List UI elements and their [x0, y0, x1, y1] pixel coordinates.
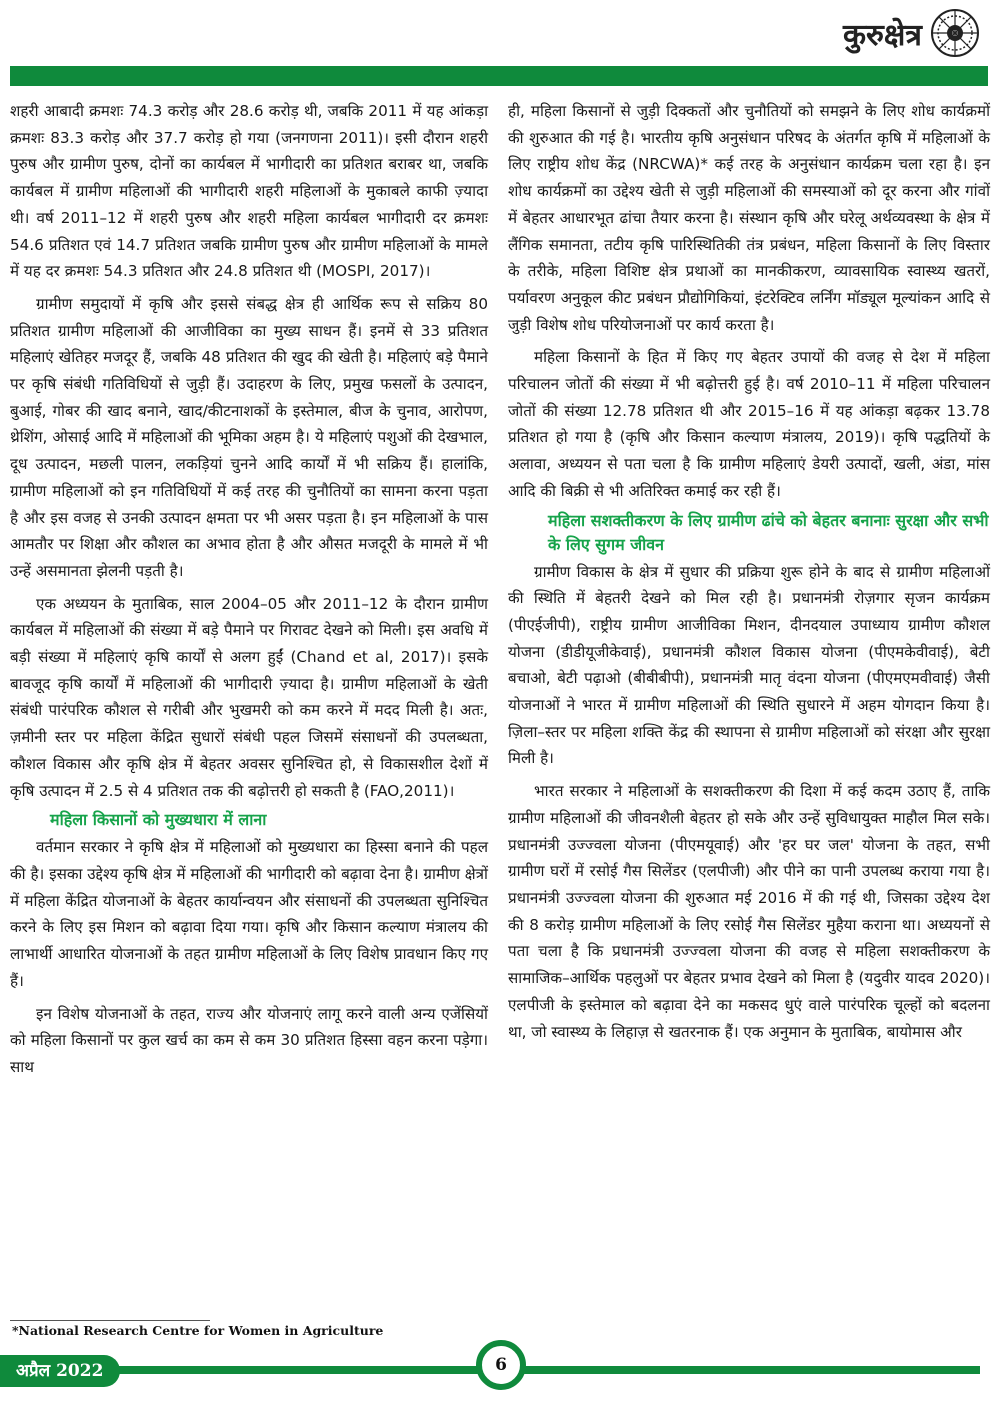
footnote-divider: [10, 1320, 210, 1321]
masthead: [843, 8, 980, 58]
paragraph: एक अध्ययन के मुताबिक, साल 2004–05 और 2011–12 के दौरान ग्रामीण कार्यबल में महिलाओं की संख्या में बड़े पैमाने पर गिरावट देखने को मिली। इस अवधि में बड़ी संख्या में महिलाएं कृषि कार्यों से अलग हुईं (Chand et al, 2017)। इसके बावजूद कृषि कार्यों में महिलाओं की भागीदारी ज़्यादा है। ग्रामीण महिलाओं के खेती संबंधी पारंपरिक कौशल से गरीबी और भुखमरी को कम करने में मदद मिली है। अतः, ज़मीनी स्तर पर महिला केंद्रित सुधारों संबंधी पहल जिसमें संसाधनों की उपलब्धता, कौशल विकास और कृषि क्षेत्र में बेहतर अवसर सुनिश्चित हो, से विकासशील देशों में कृषि उत्पादन में 2.5 से 4 प्रतिशत तक की बढ़ोत्तरी हो सकती है (FAO,2011)।: [10, 594, 488, 800]
paragraph: ही, महिला किसानों से जुड़ी दिक्कतों और चुनौतियों को समझने के लिए शोध कार्यक्रमों की शुरुआत की गई है। भारतीय कृषि अनुसंधान परिषद के अंतर्गत कृषि में महिलाओं के लिए राष्ट्रीय शोध केंद्र (NRCWA)* कई तरह के अनुसंधान कार्यक्रम चला रहा है। इन शोध कार्यक्रमों का उद्देश्य खेती से जुड़ी महिलाओं की समस्याओं को दूर करना और गांवों में बेहतर आधारभूत ढांचा तैयार करना है। संस्थान कृषि और घरेलू अर्थव्यवस्था के क्षेत्र में लैंगिक समानता, तटीय कृषि पारिस्थितिकी तंत्र प्रबंधन, महिला किसानों के लिए विस्तार के तरीके, महिला विशिष्ट क्षेत्र प्रथाओं का मानकीकरण, व्यावसायिक स्वास्थ्य खतरों, पर्यावरण अनुकूल कीट प्रबंधन प्रौद्योगिकियां, इंटरेक्टिव लर्निंग मॉड्यूल मूल्यांकन आदि से जुड़ी विशेष शोध परियोजनाओं पर कार्य करता है।: [508, 102, 990, 334]
magazine-title: कुरुक्षेत्र: [842, 17, 922, 53]
issue-date: अप्रैल 2022: [0, 1355, 120, 1387]
footer-green-line: [118, 1366, 980, 1374]
paragraph: शहरी आबादी क्रमशः 74.3 करोड़ और 28.6 करोड़ थी, जबकि 2011 में यह आंकड़ा क्रमशः 83.3 करोड़ और 37.7 करोड़ हो गया (जनगणना 2011)। इसी दौरान शहरी पुरुष और ग्रामीण पुरुष, दोनों का कार्यबल में भागीदारी का प्रतिशत बराबर था, जबकि कार्यबल में ग्रामीण महिलाओं की भागीदारी शहरी महिलाओं के मुकाबले काफी ज़्यादा थी। वर्ष 2011–12 में शहरी पुरुष और शहरी महिला कार्यबल भागीदारी दर क्रमशः 54.6 प्रतिशत एवं 14.7 प्रतिशत जबकि ग्रामीण पुरुष और ग्रामीण महिलाओं के मामले में यह दर क्रमशः 54.3 प्रतिशत और 24.8 प्रतिशत थी (MOSPI, 2017)।: [10, 102, 488, 281]
paragraph: वर्तमान सरकार ने कृषि क्षेत्र में महिलाओं को मुख्यधारा का हिस्सा बनाने की पहल की है। इसका उद्देश्य कृषि क्षेत्र में महिलाओं की भागीदारी को बढ़ावा देना है। ग्रामीण क्षेत्रों में महिला केंद्रित योजनाओं के बेहतर कार्यान्वयन और संसाधनों की उपलब्धता सुनिश्चित करने के लिए इस मिशन को बढ़ावा दिया गया। कृषि और किसान कल्याण मंत्रालय की लाभार्थी आधारित योजनाओं के तहत ग्रामीण महिलाओं के लिए विशेष प्रावधान किए गए हैं।: [10, 838, 488, 990]
footnote: *National Research Centre for Women in Agriculture: [12, 1323, 384, 1338]
paragraph: ग्रामीण विकास के क्षेत्र में सुधार की प्रक्रिया शुरू होने के बाद से ग्रामीण महिलाओं की स्थिति में बेहतरी देखने को मिल रही है। प्रधानमंत्री रोज़गार सृजन कार्यक्रम (पीएईजीपी), राष्ट्रीय ग्रामीण आजीविका मिशन, दीनदयाल उपाध्याय ग्रामीण कौशल योजना (डीडीयूजीकेवाई), प्रधानमंत्री कौशल विकास योजना (पीएमकेवीवाई), बेटी बचाओ, बेटी पढ़ाओ (बीबीबीपी), प्रधानमंत्री मातृ वंदना योजना (पीएमएमवीवाई) जैसी योजनाओं ने भारत में ग्रामीण महिलाओं की स्थिति सुधारने में अहम योगदान किया है। ज़िला–स्तर पर महिला शक्ति केंद्र की स्थापना से ग्रामीण महिलाओं को संरक्षा और सुरक्षा मिली है।: [508, 562, 990, 768]
section-heading: महिला सशक्तीकरण के लिए ग्रामीण ढांचे को बेहतर बनानाः सुरक्षा और सभी के लिए सुगम जीवन: [548, 510, 989, 554]
paragraph: ग्रामीण समुदायों में कृषि और इससे संबद्ध क्षेत्र ही आर्थिक रूप से सक्रिय 80 प्रतिशत ग्रामीण महिलाओं की आजीविका का मुख्य साधन हैं। इनमें से 33 प्रतिशत महिलाएं खेतिहर मजदूर हैं, जबकि 48 प्रतिशत की खुद की खेती है। महिलाएं बड़े पैमाने पर कृषि संबंधी गतिविधियों से जुड़ी हैं। उदाहरण के लिए, प्रमुख फसलों के उत्पादन, बुआई, गोबर की खाद बनाने, खाद/कीटनाशकों के इस्तेमाल, बीज के चुनाव, आरोपण, थ्रेशिंग, ओसाई आदि में महिलाओं की भूमिका अहम है। ये महिलाएं पशुओं की देखभाल, दूध उत्पादन, मछली पालन, लकड़ियां चुनने आदि कार्यों में भी सक्रिय हैं। हालांकि, ग्रामीण महिलाओं को इन गतिविधियों में कई तरह की चुनौतियों का सामना करना पड़ता है और इस वजह से उनकी उत्पादन क्षमता पर भी असर पड़ता है। इन महिलाओं के पास आमतौर पर शिक्षा और कौशल का अभाव होता है और औसत मजदूरी के मामले में भी उन्हें असमानता झेलनी पड़ती है।: [10, 294, 488, 580]
left-column: [10, 98, 488, 1081]
paragraph: इन विशेष योजनाओं के तहत, राज्य और योजनाएं लागू करने वाली अन्य एजेंसियों को महिला किसानों पर कुल खर्च का कम से कम 30 प्रतिशत हिस्सा वहन करना पड़ेगा। साथ: [10, 1004, 488, 1076]
page-number: 6: [476, 1340, 526, 1390]
section-heading: महिला किसानों को मुख्यधारा में लाना: [50, 810, 267, 830]
header-green-bar: [10, 66, 988, 86]
emblem-wheel-icon: [930, 8, 980, 58]
paragraph: भारत सरकार ने महिलाओं के सशक्तीकरण की दिशा में कई कदम उठाए हैं, ताकि ग्रामीण महिलाओं की जीवनशैली बेहतर हो सके और उन्हें सुविधायुक्त माहौल मिल सके। प्रधानमंत्री उज्ज्वला योजना (पीएमयूवाई) और 'हर घर जल' योजना के तहत, सभी ग्रामीण घरों में रसोई गैस सिलेंडर (एलपीजी) और पीने का पानी उपलब्ध कराया गया है। प्रधानमंत्री उज्ज्वला योजना की शुरुआत मई 2016 में की गई थी, जिसका उद्देश्य देश की 8 करोड़ ग्रामीण महिलाओं के लिए रसोई गैस सिलेंडर मुहैया कराना था। अध्ययनों से पता चला है कि प्रधानमंत्री उज्ज्वला योजना की वजह से महिला सशक्तीकरण के सामाजिक–आर्थिक पहलुओं पर बेहतर प्रभाव देखने को मिला है (यदुवीर यादव 2020)। एलपीजी के इस्तेमाल को बढ़ावा देने का मकसद धुएं वाले पारंपरिक चूल्हों को बदलना था, जो स्वास्थ्य के लिहाज़ से खतरनाक हैं। एक अनुमान के मुताबिक, बायोमास और: [508, 782, 990, 1041]
right-column: [508, 98, 990, 1045]
paragraph: महिला किसानों के हित में किए गए बेहतर उपायों की वजह से देश में महिला परिचालन जोतों की संख्या में भी बढ़ोत्तरी हुई है। वर्ष 2010–11 में महिला परिचालन जोतों की संख्या 12.78 प्रतिशत थी और 2015–16 में यह आंकड़ा बढ़कर 13.78 प्रतिशत हो गया है (कृषि और किसान कल्याण मंत्रालय, 2019)। कृषि पद्धतियों के अलावा, अध्ययन से पता चला है कि ग्रामीण महिलाएं डेयरी उत्पादों, खली, अंडा, मांस आदि की बिक्री से भी अतिरिक्त कमाई कर रही हैं।: [508, 348, 990, 500]
